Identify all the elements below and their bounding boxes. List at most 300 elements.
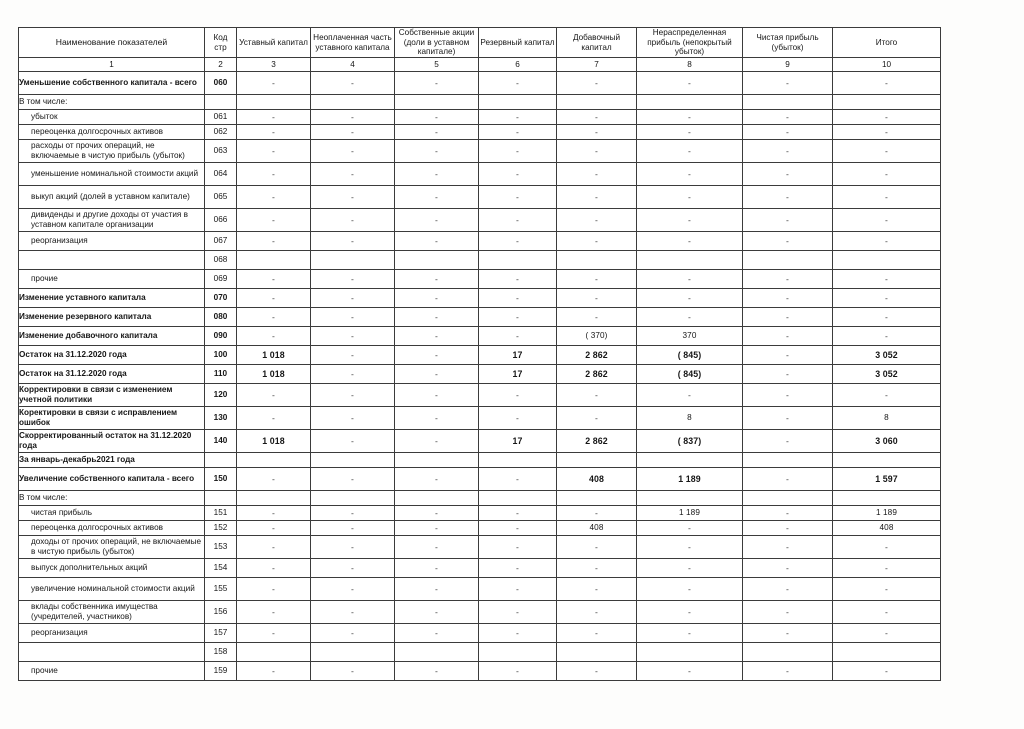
cell-value: - [479,72,557,95]
cell-value [479,95,557,110]
header-code-line2: стр [214,42,227,52]
cell-value: - [311,270,395,289]
cell-value: 1 189 [637,468,743,491]
row-label: Скорректированный остаток на 31.12.2020 года [19,430,205,453]
cell-value: - [479,163,557,186]
cell-value: - [743,521,833,536]
cell-value: - [237,384,311,407]
row-label: чистая прибыль [19,506,205,521]
cell-value: - [479,186,557,209]
row-label: Изменение добавочного капитала [19,327,205,346]
cell-value: - [637,521,743,536]
table-row [19,643,941,662]
row-code: 156 [205,601,237,624]
cell-value: - [395,308,479,327]
row-code: 150 [205,468,237,491]
cell-value: - [743,365,833,384]
header-cell-col6: Резервный капитал [479,28,557,58]
row-label: Уменьшение собственного капитала - всего [19,72,205,95]
row-code [205,491,237,506]
cell-value: - [833,163,941,186]
row-label [19,643,205,662]
header-cell-col7: Добавочный капитал [557,28,637,58]
cell-value: 3 052 [833,365,941,384]
cell-value: - [311,624,395,643]
cell-value: - [311,559,395,578]
cell-value [637,453,743,468]
cell-value: - [637,559,743,578]
cell-value: 408 [557,521,637,536]
cell-value [311,95,395,110]
cell-value: 1 018 [237,365,311,384]
cell-value [311,643,395,662]
row-code: 151 [205,506,237,521]
cell-value [237,95,311,110]
cell-value [833,491,941,506]
cell-value: - [237,72,311,95]
row-label: увеличение номинальной стоимости акций [19,578,205,601]
table-row [19,559,941,578]
cell-value: 1 018 [237,430,311,453]
cell-value: - [743,308,833,327]
cell-value: - [479,662,557,681]
cell-value: - [479,407,557,430]
cell-value: - [311,163,395,186]
cell-value: - [557,72,637,95]
table-row [19,327,941,346]
cell-value: - [395,209,479,232]
cell-value: - [311,232,395,251]
cell-value: - [743,559,833,578]
row-code: 157 [205,624,237,643]
header-number-10: 10 [833,58,941,72]
table-row [19,601,941,624]
table-row [19,186,941,209]
cell-value: - [743,327,833,346]
cell-value [479,491,557,506]
cell-value: - [311,308,395,327]
statement-of-changes-in-equity-table [18,27,941,681]
cell-value [395,643,479,662]
row-label: Коректировки в связи с исправлением ошибок [19,407,205,430]
cell-value: 408 [557,468,637,491]
row-code: 140 [205,430,237,453]
cell-value: - [743,506,833,521]
cell-value: - [743,624,833,643]
cell-value: - [237,186,311,209]
cell-value: - [557,270,637,289]
header-number-4: 4 [311,58,395,72]
cell-value: - [479,601,557,624]
cell-value: - [743,536,833,559]
cell-value [833,453,941,468]
cell-value [395,95,479,110]
cell-value: - [311,521,395,536]
table-row [19,536,941,559]
cell-value: - [833,270,941,289]
cell-value: - [833,384,941,407]
cell-value: - [237,662,311,681]
cell-value: - [743,232,833,251]
cell-value: 17 [479,346,557,365]
cell-value: - [743,125,833,140]
row-label: За январь-декабрь2021 года [19,453,205,468]
cell-value: - [743,468,833,491]
row-label: переоценка долгосрочных активов [19,521,205,536]
cell-value: - [311,662,395,681]
table-row [19,407,941,430]
cell-value: - [395,407,479,430]
cell-value: - [557,308,637,327]
cell-value: - [743,140,833,163]
cell-value: - [743,578,833,601]
cell-value: - [237,506,311,521]
row-code: 153 [205,536,237,559]
header-cell-col9: Чистая прибыль (убыток) [743,28,833,58]
table-row [19,163,941,186]
cell-value: - [637,624,743,643]
cell-value [237,643,311,662]
cell-value: - [557,289,637,308]
cell-value: - [479,209,557,232]
cell-value: - [833,72,941,95]
cell-value [833,643,941,662]
cell-value: ( 845) [637,346,743,365]
cell-value [479,643,557,662]
header-row-numbers [19,58,941,72]
cell-value: 1 597 [833,468,941,491]
cell-value: - [637,140,743,163]
cell-value: - [557,186,637,209]
row-label: Корректировки в связи с изменением учетной политики [19,384,205,407]
row-label: выпуск дополнительных акций [19,559,205,578]
row-label: переоценка долгосрочных активов [19,125,205,140]
cell-value [743,95,833,110]
cell-value: - [637,232,743,251]
cell-value [311,251,395,270]
table-row [19,95,941,110]
cell-value: - [557,125,637,140]
cell-value: - [479,384,557,407]
equity-table-container [18,27,940,681]
table-row [19,232,941,251]
cell-value: - [311,140,395,163]
cell-value: - [557,624,637,643]
cell-value: 1 189 [637,506,743,521]
cell-value: - [637,601,743,624]
row-label: выкуп акций (долей в уставном капитале) [19,186,205,209]
row-label [19,251,205,270]
cell-value: - [395,384,479,407]
row-code: 066 [205,209,237,232]
table-row [19,72,941,95]
cell-value: - [237,110,311,125]
header-number-8: 8 [637,58,743,72]
cell-value [637,95,743,110]
cell-value: 17 [479,430,557,453]
cell-value: - [833,186,941,209]
cell-value: - [311,209,395,232]
cell-value: 8 [833,407,941,430]
cell-value: - [637,209,743,232]
cell-value: - [395,163,479,186]
header-cell-col4: Неоплаченная часть уставного капитала [311,28,395,58]
cell-value: - [311,125,395,140]
row-code: 090 [205,327,237,346]
row-code: 065 [205,186,237,209]
row-label: Остаток на 31.12.2020 года [19,365,205,384]
cell-value: - [479,521,557,536]
cell-value: - [743,72,833,95]
cell-value: - [833,536,941,559]
cell-value: - [557,140,637,163]
cell-value: - [833,662,941,681]
row-code: 063 [205,140,237,163]
cell-value [237,453,311,468]
cell-value: - [311,468,395,491]
cell-value: - [311,407,395,430]
cell-value: - [557,110,637,125]
table-row [19,662,941,681]
cell-value: - [557,601,637,624]
row-label: Увеличение собственного капитала - всего [19,468,205,491]
cell-value: - [479,110,557,125]
row-label: реорганизация [19,624,205,643]
cell-value: - [557,506,637,521]
cell-value: 408 [833,521,941,536]
header-cell-name: Наименование показателей [19,28,205,58]
cell-value: - [833,110,941,125]
cell-value: - [637,110,743,125]
cell-value: - [395,536,479,559]
table-row [19,270,941,289]
cell-value: - [557,536,637,559]
cell-value [557,453,637,468]
row-label: Изменение уставного капитала [19,289,205,308]
table-row [19,209,941,232]
cell-value: - [395,365,479,384]
row-code: 069 [205,270,237,289]
cell-value: - [637,289,743,308]
table-row [19,521,941,536]
cell-value: - [479,289,557,308]
table-row [19,346,941,365]
cell-value: - [637,270,743,289]
header-cell-col3: Уставный капитал [237,28,311,58]
table-row [19,251,941,270]
row-code: 154 [205,559,237,578]
cell-value: - [311,327,395,346]
row-label: реорганизация [19,232,205,251]
cell-value [395,453,479,468]
row-label: В том числе: [19,95,205,110]
cell-value: - [395,72,479,95]
row-code: 130 [205,407,237,430]
cell-value: - [237,125,311,140]
cell-value: - [311,110,395,125]
cell-value: - [833,289,941,308]
cell-value: - [637,578,743,601]
cell-value [743,251,833,270]
table-row [19,140,941,163]
cell-value [311,453,395,468]
cell-value: - [237,327,311,346]
cell-value: - [557,163,637,186]
row-code: 070 [205,289,237,308]
cell-value: - [637,536,743,559]
cell-value: - [311,506,395,521]
cell-value [557,491,637,506]
cell-value: - [743,163,833,186]
cell-value: - [557,384,637,407]
row-code: 152 [205,521,237,536]
cell-value: 1 189 [833,506,941,521]
header-row-titles [19,28,941,58]
cell-value: 2 862 [557,365,637,384]
cell-value: - [311,72,395,95]
cell-value: - [557,209,637,232]
cell-value: - [637,72,743,95]
cell-value: - [479,578,557,601]
cell-value: 370 [637,327,743,346]
cell-value: - [237,163,311,186]
cell-value: - [743,289,833,308]
cell-value: - [743,270,833,289]
header-cell-col10: Итого [833,28,941,58]
cell-value [395,251,479,270]
row-code: 067 [205,232,237,251]
table-row [19,110,941,125]
cell-value: 17 [479,365,557,384]
cell-value: - [833,559,941,578]
row-label: расходы от прочих операций, не включаемые в чистую прибыль (убыток) [19,140,205,163]
table-header [19,28,941,72]
cell-value: 3 052 [833,346,941,365]
cell-value: - [237,468,311,491]
cell-value: - [395,430,479,453]
cell-value: ( 370) [557,327,637,346]
cell-value: - [479,140,557,163]
row-code [205,453,237,468]
cell-value [311,491,395,506]
table-row [19,384,941,407]
cell-value: - [395,346,479,365]
row-code: 060 [205,72,237,95]
header-number-3: 3 [237,58,311,72]
cell-value: - [479,327,557,346]
table-row [19,125,941,140]
cell-value: - [637,163,743,186]
cell-value: - [479,232,557,251]
cell-value: - [395,289,479,308]
cell-value: - [311,289,395,308]
cell-value: - [637,384,743,407]
cell-value [637,491,743,506]
cell-value: - [395,186,479,209]
cell-value: - [395,110,479,125]
cell-value: - [237,536,311,559]
cell-value: 2 862 [557,430,637,453]
cell-value [395,491,479,506]
table-row [19,624,941,643]
cell-value [637,643,743,662]
cell-value [237,491,311,506]
cell-value: - [743,110,833,125]
cell-value: - [237,559,311,578]
cell-value: - [637,125,743,140]
cell-value: - [479,270,557,289]
row-code: 068 [205,251,237,270]
cell-value: - [833,578,941,601]
cell-value: - [557,232,637,251]
header-number-5: 5 [395,58,479,72]
cell-value: - [479,559,557,578]
cell-value: - [743,430,833,453]
table-row [19,468,941,491]
header-number-6: 6 [479,58,557,72]
cell-value: - [833,140,941,163]
header-number-1: 1 [19,58,205,72]
row-code: 110 [205,365,237,384]
header-cell-code [205,28,237,58]
row-code: 064 [205,163,237,186]
table-row [19,430,941,453]
cell-value: - [395,521,479,536]
cell-value: - [557,662,637,681]
cell-value: - [237,270,311,289]
cell-value: - [395,140,479,163]
cell-value: - [833,601,941,624]
header-number-7: 7 [557,58,637,72]
cell-value [479,251,557,270]
row-label: дивиденды и другие доходы от участия в уставном капитале организации [19,209,205,232]
cell-value: - [479,536,557,559]
cell-value: - [395,662,479,681]
cell-value: - [311,430,395,453]
row-code: 155 [205,578,237,601]
cell-value: - [237,140,311,163]
cell-value: - [311,384,395,407]
cell-value: 8 [637,407,743,430]
cell-value [557,95,637,110]
cell-value: - [237,601,311,624]
row-label: В том числе: [19,491,205,506]
header-cell-col5: Собственные акции (доли в уставном капитале) [395,28,479,58]
cell-value: - [237,308,311,327]
cell-value: - [237,521,311,536]
table-row [19,365,941,384]
cell-value: - [311,578,395,601]
cell-value: - [395,506,479,521]
cell-value: - [237,209,311,232]
table-row [19,289,941,308]
cell-value: - [479,506,557,521]
header-cell-col8: Нераспределенная прибыль (непокрытый убыток) [637,28,743,58]
cell-value: - [395,468,479,491]
cell-value: ( 845) [637,365,743,384]
row-label: убыток [19,110,205,125]
cell-value: - [395,270,479,289]
cell-value: 3 060 [833,430,941,453]
table-body [19,72,941,681]
cell-value [637,251,743,270]
cell-value: - [237,624,311,643]
cell-value [479,453,557,468]
cell-value: - [743,601,833,624]
cell-value: - [237,578,311,601]
cell-value [833,251,941,270]
row-code: 080 [205,308,237,327]
